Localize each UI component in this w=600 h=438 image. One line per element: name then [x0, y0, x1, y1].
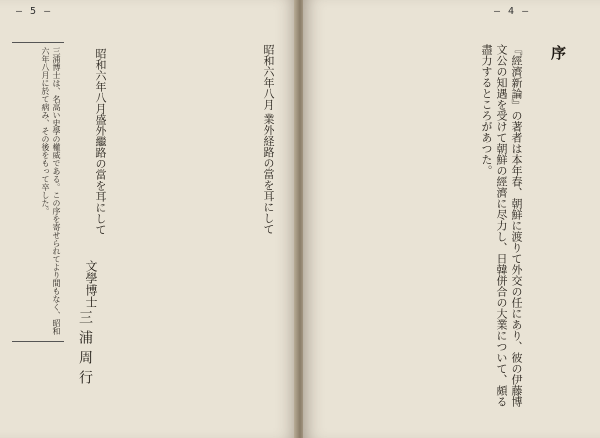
page-number-right: — 4 —	[494, 6, 530, 17]
page-number-left: — 5 —	[16, 6, 52, 17]
footnote-box: 三浦博士は、名高い史學の權威である。この序を寄せられてより間もなく、昭和六年八月に於て病み、その後をもって卒した。	[12, 42, 64, 342]
left-body-text: 昭和六年八月 業外経路の當を耳にして	[262, 44, 275, 235]
left-page	[0, 0, 297, 438]
signature-role: 文學博士	[84, 260, 98, 308]
date-line: 昭和六年八月盛外繼路の當を耳にして	[94, 48, 107, 235]
right-body-text: 『經濟新論』の著者は本年春、朝鮮に渡りて外交の任にあり、彼の伊藤博文公の知遇を受けて朝鮮の經濟に尽力し、日韓併合の大業について、頗る盡力するところがあつた。	[480, 44, 523, 407]
signature-name: 三浦周行	[77, 310, 93, 390]
preface-heading: 序	[549, 45, 567, 60]
